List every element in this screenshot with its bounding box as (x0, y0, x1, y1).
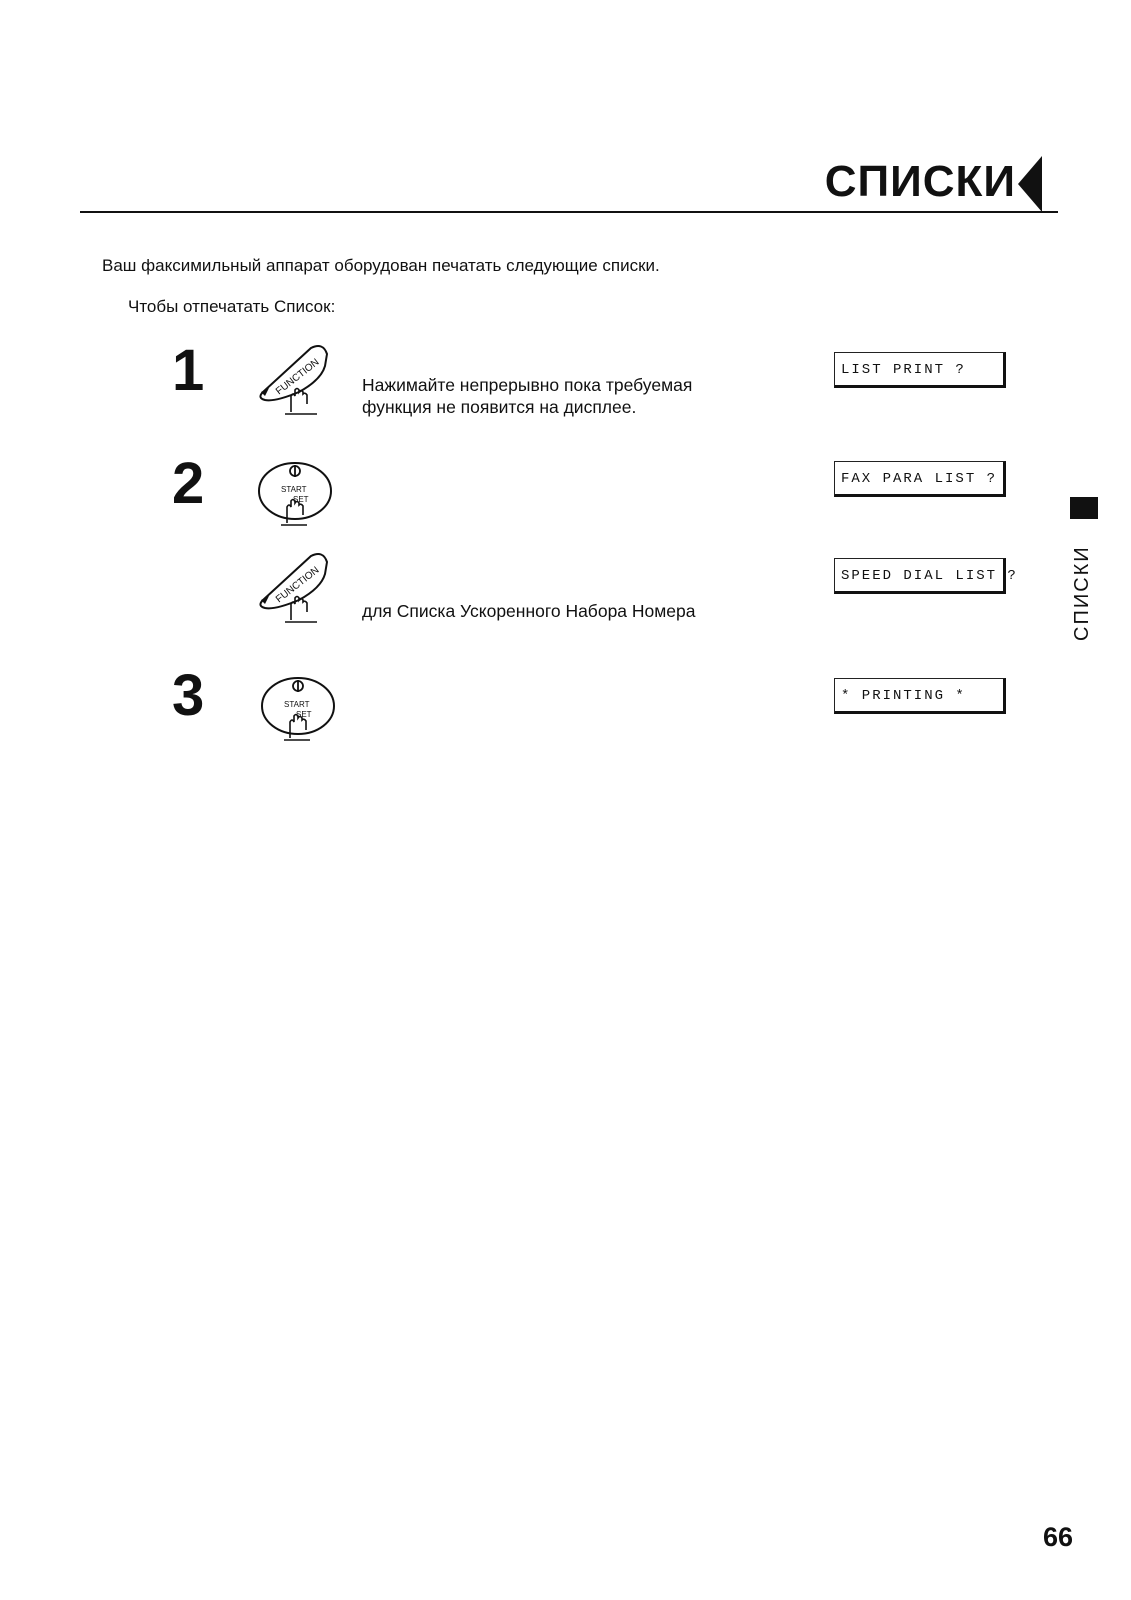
start-button-icon (258, 672, 338, 752)
function-button-icon (255, 548, 335, 628)
side-tab-marker (1070, 497, 1098, 519)
step-number-3: 3 (172, 663, 205, 728)
step-1-line-2: функция не появится на дисплее. (362, 397, 637, 417)
svg-text:START: START (284, 700, 310, 709)
subheading: Чтобы отпечатать Список: (128, 297, 336, 316)
display-list-print: LIST PRINT ? (834, 352, 1006, 388)
header-rule (80, 211, 1058, 213)
side-tab (1069, 545, 1099, 645)
svg-text:FUNCTION: FUNCTION (273, 564, 322, 606)
start-button-icon (255, 457, 335, 537)
svg-text:START: START (281, 485, 307, 494)
svg-text:FUNCTION: FUNCTION (273, 356, 322, 398)
page-title: СПИСКИ (824, 157, 1016, 206)
intro-text: Ваш факсимильный аппарат оборудован печатать следующие списки. (102, 256, 660, 275)
display-printing: * PRINTING * (834, 678, 1006, 714)
step-number-1: 1 (172, 338, 205, 403)
display-speed-dial-list: SPEED DIAL LIST ? (834, 558, 1006, 594)
step-2b-description: для Списка Ускоренного Набора Номера (362, 601, 696, 621)
page-number: 66 (1042, 1522, 1073, 1552)
side-tab-label: СПИСКИ (1071, 545, 1093, 641)
step-1-description (362, 374, 692, 418)
svg-text:SET: SET (296, 710, 312, 719)
step-1-line-1: Нажимайте непрерывно пока требуемая (362, 375, 693, 395)
title-arrow-icon (1018, 156, 1042, 212)
svg-text:SET: SET (293, 495, 309, 504)
display-fax-para-list: FAX PARA LIST ? (834, 461, 1006, 497)
step-number-2: 2 (172, 451, 205, 516)
function-button-icon (255, 340, 335, 420)
